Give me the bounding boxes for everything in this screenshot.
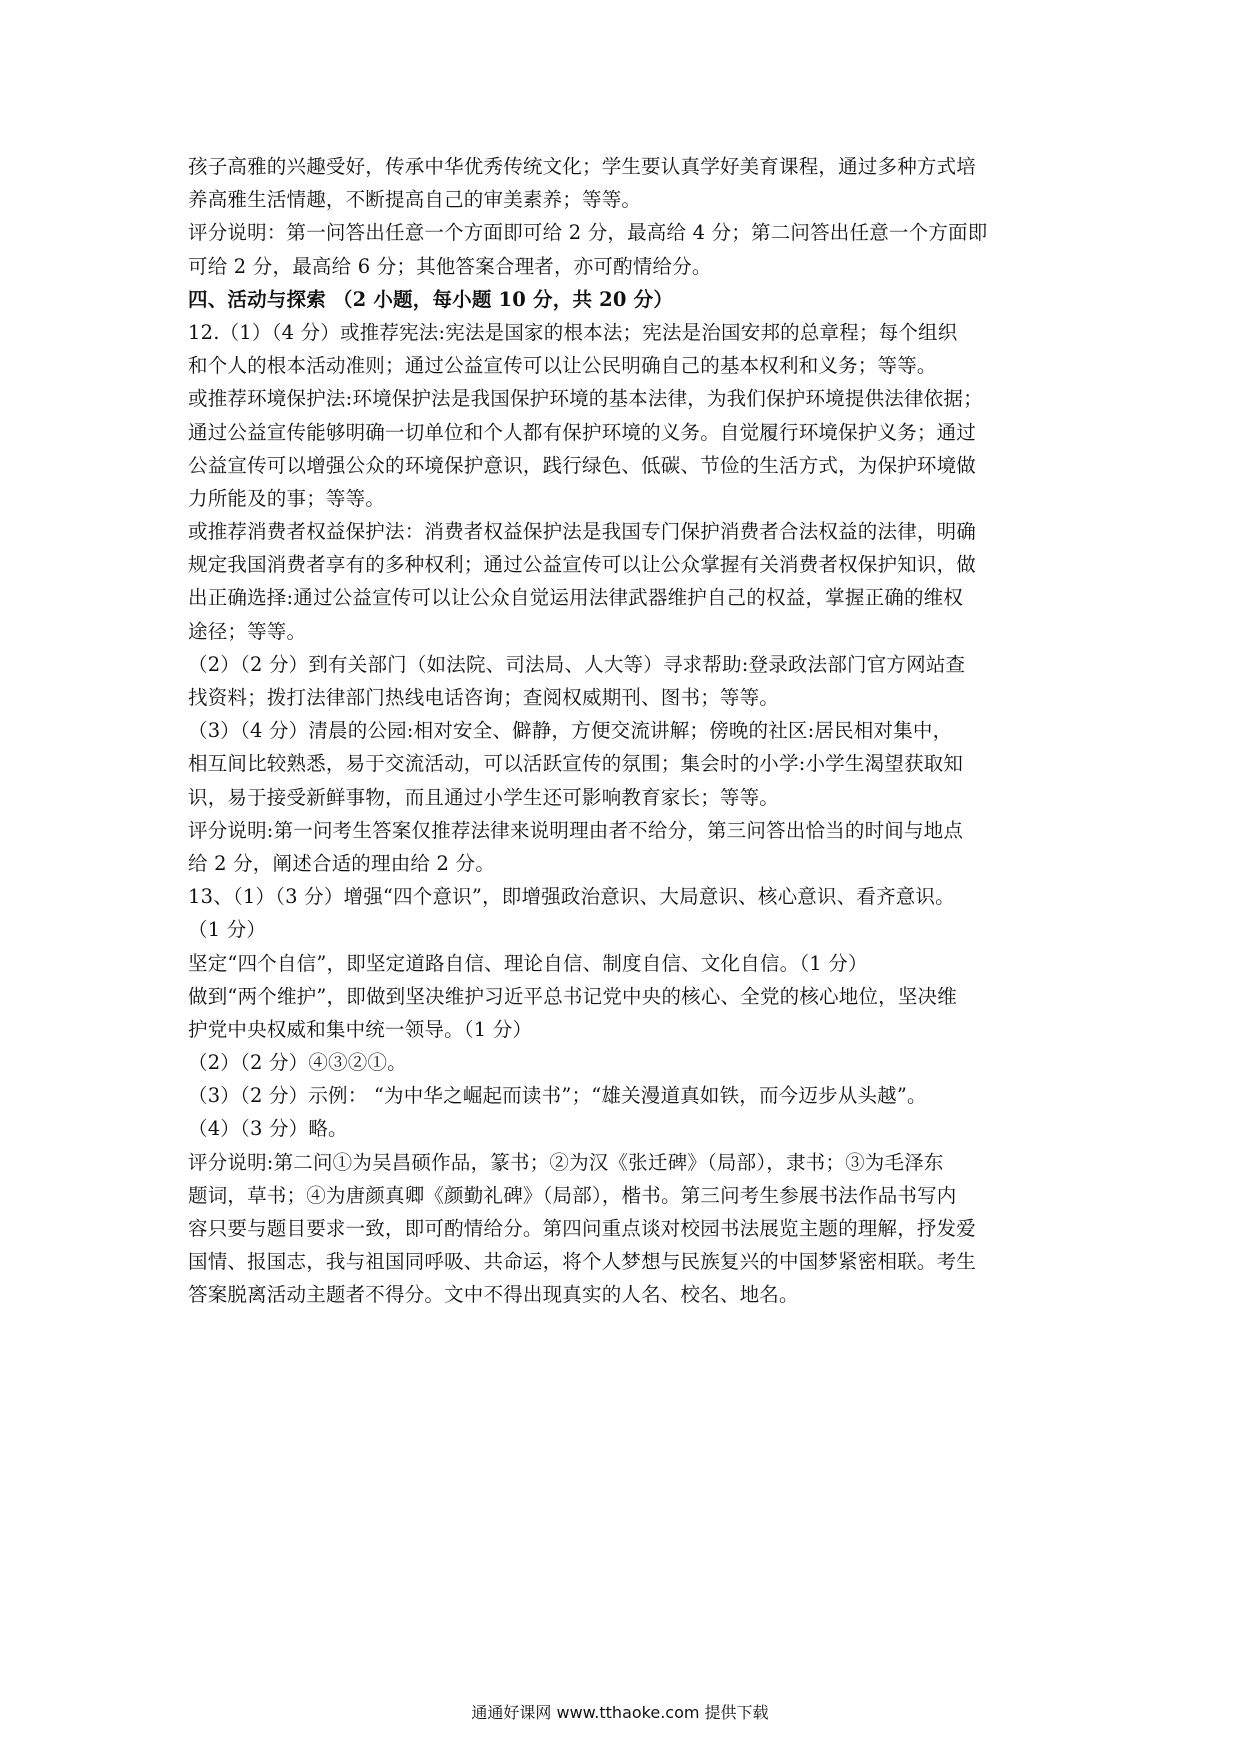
question-13-answer: 13、（1）（3 分）增强“四个意识”，即增强政治意识、大局意识、核心意识、看齐意识。	[188, 885, 955, 909]
text-line: 坚定“四个自信”，即坚定道路自信、理论自信、制度自信、文化自信。（1 分）	[188, 951, 868, 975]
text-line: 做到“两个维护”，即做到坚决维护习近平总书记党中央的核心、全党的核心地位，坚决维	[188, 984, 957, 1008]
text-line: 孩子高雅的兴趣受好，传承中华优秀传统文化；学生要认真学好美育课程，通过多种方式培	[188, 155, 977, 178]
text-line: 护党中央权威和集中统一领导。（1 分）	[188, 1017, 533, 1041]
text-line: 通过公益宣传能够明确一切单位和个人都有保护环境的义务。自觉履行环境保护义务；通过	[188, 420, 977, 444]
text-line: 或推荐环境保护法:环境保护法是我国保护环境的基本法律，为我们保护环境提供法律依据；	[188, 387, 983, 411]
text-line: 养高雅生活情趣，不断提高自己的审美素养；等等。	[188, 188, 642, 212]
text-line: 出正确选择:通过公益宣传可以让公众自觉运用法律武器维护自己的权益，掌握正确的维权	[188, 586, 964, 610]
text-line: 识，易于接受新鲜事物，而且通过小学生还可影响教育家长；等等。	[188, 785, 780, 809]
text-line: 相互间比较熟悉，易于交流活动，可以活跃宣传的氛围；集会时的小学:小学生渴望获取知	[188, 752, 964, 776]
text-line: （3）（4 分）清晨的公园:相对安全、僻静，方便交流讲解；傍晚的社区:居民相对集中，	[188, 719, 953, 743]
text-line: （1 分）	[188, 918, 267, 942]
text-line: 力所能及的事；等等。	[188, 486, 386, 510]
text-line: 公益宣传可以增强公众的环境保护意识，践行绿色、低碳、节俭的生活方式，为保护环境做	[188, 453, 977, 477]
text-line: 或推荐消费者权益保护法：消费者权益保护法是我国专门保护消费者合法权益的法律，明确	[188, 520, 977, 544]
scoring-note: 评分说明：第一问答出任意一个方面即可给 2 分，最高给 4 分；第二问答出任意一个方面即	[188, 221, 988, 245]
text-line: （4）（3 分）略。	[188, 1117, 348, 1141]
text-line: 答案脱离活动主题者不得分。文中不得出现真实的人名、校名、地名。	[188, 1283, 799, 1307]
text-line: 容只要与题目要求一致，即可酌情给分。第四问重点谈对校园书法展览主题的理解，抒发爱	[188, 1217, 977, 1240]
answer-text	[188, 150, 1058, 1312]
text-line: （2）（2 分）到有关部门（如法院、司法局、人大等）寻求帮助:登录政法部门官方网站查	[188, 652, 966, 676]
text-line: 给 2 分，阐述合适的理由给 2 分。	[188, 851, 495, 875]
text-line: 国情、报国志，我与祖国同呼吸、共命运，将个人梦想与民族复兴的中国梦紧密相联。考生	[188, 1250, 977, 1274]
page-footer: 通通好课网 www.tthaoke.com 提供下载	[471, 1703, 769, 1722]
text-line: 找资料；拨打法律部门热线电话咨询；查阅权威期刊、图书；等等。	[188, 686, 780, 709]
scoring-note: 评分说明:第二问①为吴昌硕作品，篆书；②为汉《张迁碑》（局部），隶书；③为毛泽东	[188, 1150, 944, 1174]
question-12-answer: 12.（1）（4 分）或推荐宪法:宪法是国家的根本法；宪法是治国安邦的总章程；每个组织	[188, 320, 958, 344]
text-line: （2）（2 分）④③②①。	[188, 1051, 407, 1075]
section-heading: 四、活动与探索 （2 小题，每小题 10 分，共 20 分）	[188, 287, 674, 311]
scoring-note: 评分说明:第一问考生答案仅推荐法律来说明理由者不给分，第三问答出恰当的时间与地点	[188, 818, 964, 842]
text-line: 规定我国消费者享有的多种权利；通过公益宣传可以让公众掌握有关消费者权保护知识，做	[188, 553, 977, 577]
text-line: 可给 2 分，最高给 6 分；其他答案合理者，亦可酌情给分。	[188, 254, 712, 278]
text-line: 题词，草书；④为唐颜真卿《颜勤礼碑》（局部），楷书。第三问考生参展书法作品书写内	[188, 1183, 957, 1207]
text-line: 途径；等等。	[188, 619, 307, 643]
text-line: 和个人的根本活动准则；通过公益宣传可以让公民明确自己的基本权利和义务；等等。	[188, 354, 937, 378]
text-line: （3）（2 分）示例： “为中华之崛起而读书”；“雄关漫道真如铁，而今迈步从头越”。	[188, 1084, 927, 1108]
